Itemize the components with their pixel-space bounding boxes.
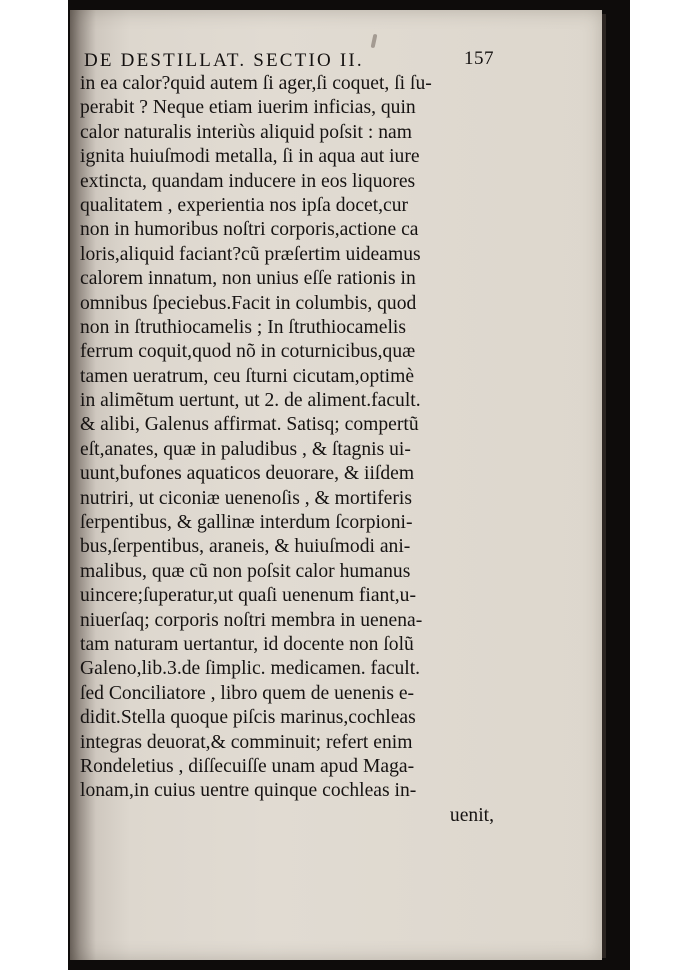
text-line: ignita huiuſmodi metalla, ſi in aqua aut iure — [80, 146, 420, 168]
text-line: integras deuorat,& comminuit; refert enim — [80, 731, 413, 753]
text-line: calor naturalis interiùs aliquid poſsit : nam — [80, 121, 412, 143]
text-line: in alimẽtum uertunt, ut 2. de aliment.facult. — [80, 390, 421, 412]
text-line: Rondeletius , diſſecuiſſe unam apud Maga- — [80, 755, 415, 777]
text-line: niuerſaq; corporis noſtri membra in uenena- — [80, 609, 423, 631]
text-line: calorem innatum, non unius eſſe rationis in — [80, 268, 416, 290]
text-line: ſerpentibus, & gallinæ interdum ſcorpioni- — [80, 512, 413, 534]
text-line: uunt,bufones aquaticos deuorare, & iiſdem — [80, 463, 415, 485]
catchword: uenit, — [449, 804, 494, 826]
text-line: extincta, quandam inducere in eos liquores — [80, 170, 416, 192]
text-line: eſt,anates, quæ in paludibus , & ſtagnis ui- — [80, 438, 411, 460]
text-line: & alibi, Galenus affirmat. Satisq; compertũ — [80, 414, 419, 436]
text-line: Galeno,lib.3.de ſimplic. medicamen. facult. — [80, 658, 421, 680]
text-line: omnibus ſpeciebus.Facit in columbis, quod — [80, 292, 417, 314]
text-line: lonam,in cuius uentre quinque cochleas in- — [80, 780, 417, 802]
body-text — [80, 72, 494, 828]
running-title: DE DESTILLAT. SECTIO II. — [84, 50, 364, 71]
text-line: perabit ? Neque etiam iuerim inficias, quin — [80, 97, 416, 119]
text-line: uincere;ſuperatur,ut quaſi uenenum fiant,u- — [80, 585, 416, 607]
text-line: in ea calor?quid autem ſi ager,ſi coquet, ſi ſu- — [80, 73, 432, 94]
text-line: malibus, quæ cũ non poſsit calor humanus — [80, 560, 411, 582]
page-header — [84, 48, 494, 74]
text-line: non in humoribus noſtri corporis,actione ca — [80, 219, 419, 241]
text-line: ferrum coquit,quod nõ in coturnicibus,quæ — [80, 341, 416, 363]
text-line: tamen ueratrum, ceu ſturni cicutam,optimè — [80, 365, 415, 387]
text-line: nutriri, ut ciconiæ uenenoſis , & mortiferis — [80, 487, 412, 509]
page-number: 157 — [464, 48, 494, 69]
text-line: qualitatem , experientia nos ipſa docet,cur — [80, 194, 409, 216]
text-line: didit.Stella quoque piſcis marinus,cochleas — [80, 707, 416, 729]
page-edge-shadow — [602, 14, 606, 958]
text-line: ſed Conciliatore , libro quem de uenenis e- — [80, 682, 415, 704]
text-line: bus,ſerpentibus, araneis, & huiuſmodi ani- — [80, 536, 411, 558]
text-line: loris,aliquid faciant?cũ præſertim uideamus — [80, 243, 421, 265]
text-line: tam naturam uertantur, id docente non ſolũ — [80, 633, 414, 655]
text-line: non in ſtruthiocamelis ; In ſtruthiocamelis — [80, 316, 406, 338]
